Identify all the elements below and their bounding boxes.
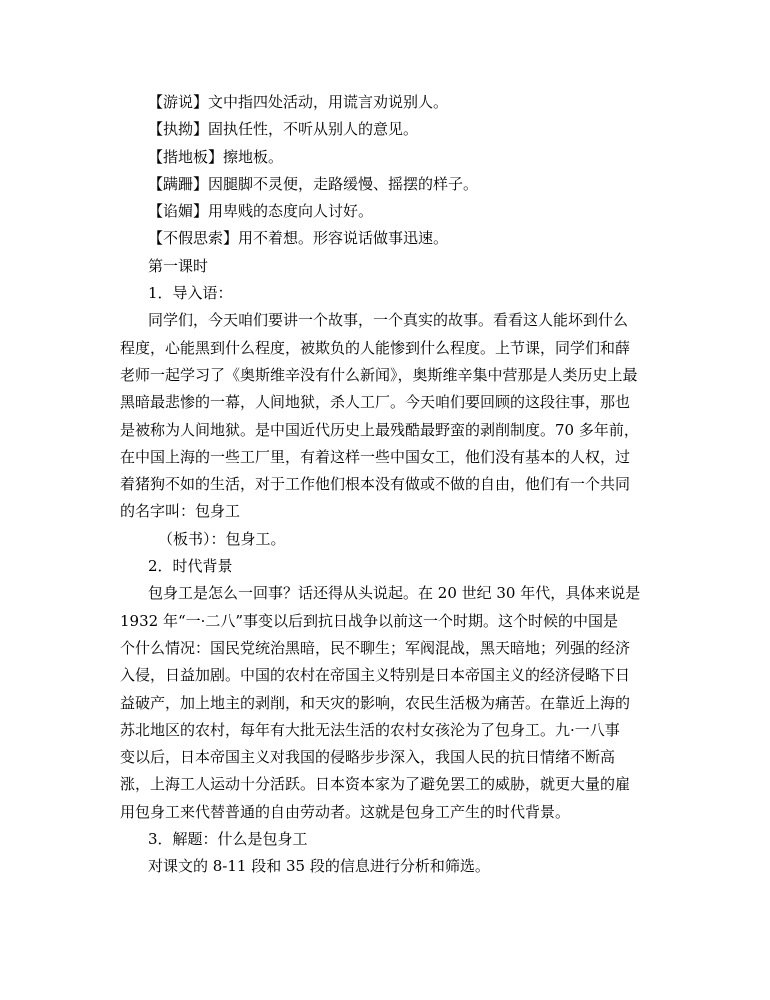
section-heading-background: 2．时代背景 [148,557,233,576]
paragraph-line: 是被称为人间地狱。是中国近代历史上最残酷最野蛮的剥削制度。70 多年前， [120,420,639,439]
section-heading-intro: 1．导入语： [148,284,233,303]
paragraph-line: 1932 年“一·二八”事变以后到抗日战争以前这一个时期。这个时候的中国是 [120,611,619,630]
paragraph-line: 的名字叫：包身工 [120,502,241,521]
glossary-entry: 【揩地板】擦地板。 [148,147,284,166]
paragraph-line: 程度，心能黑到什么程度，被欺负的人能惨到什么程度。上节课，同学们和薛 [120,338,631,357]
paragraph-line: 同学们，今天咱们要讲一个故事，一个真实的故事。看看这人能坏到什么 [148,311,629,330]
paragraph-line: 益破产，加上地主的剥削，和天灾的影响，农民生活极为痛苦。在靠近上海的 [120,693,631,712]
intro-paragraph [0,307,650,525]
paragraph-line: 老师一起学习了《奥斯维辛没有什么新闻》，奥斯维辛集中营那是人类历史上最 [120,365,638,384]
vocabulary-glossary [0,89,770,253]
paragraph-line: 变以后，日本帝国主义对我国的侵略步步深入，我国人民的抗日情绪不断高 [120,748,616,767]
lesson-title: 第一课时 [148,256,209,275]
paragraph-line: 入侵，日益加剧。中国的农村在帝国主义特别是日本帝国主义的经济侵略下日 [120,666,631,685]
paragraph-line: 苏北地区的农村，每年有大批无法生活的农村女孩沦为了包身工。九·一八事 [120,720,620,739]
glossary-entry: 【不假思索】用不着想。形容说话做事迅速。 [148,229,449,248]
glossary-entry: 【谄媚】用卑贱的态度向人讨好。 [148,202,374,221]
paragraph-line: 黑暗最悲惨的一幕，人间地狱，杀人工厂。今天咱们要回顾的这段往事，那也 [120,393,631,412]
analysis-paragraph [0,853,650,880]
paragraph-line: 用包身工来代替普通的自由劳动者。这就是包身工产生的时代背景。 [120,802,571,821]
paragraph-line: 涨，上海工人运动十分活跃。日本资本家为了避免罢工的威胁，就更大量的雇 [120,775,631,794]
glossary-entry: 【蹒跚】因腿脚不灵便，走路缓慢、摇摆的样子。 [148,174,479,193]
paragraph-line: 着猪狗不如的生活，对于工作他们根本没有做或不做的自由，他们有一个共同 [120,475,631,494]
background-paragraph [0,580,650,826]
paragraph-line: 在中国上海的一些工厂里，有着这样一些中国女工，他们没有基本的人权，过 [120,447,631,466]
glossary-entry: 【游说】文中指四处活动，用谎言劝说别人。 [148,93,449,111]
paragraph-line: 个什么情况：国民党统治黑暗，民不聊生；军阀混战，黑天暗地；列强的经济 [120,638,631,657]
paragraph-line: 包身工是怎么一回事？话还得从头说起。在 20 世纪 30 年代，具体来说是 [148,584,641,603]
section-heading-title-analysis: 3．解题：什么是包身工 [148,830,308,849]
board-note: （板书）：包身工。 [158,529,286,548]
paragraph-line: 对课文的 8-11 段和 35 段的信息进行分析和筛选。 [148,857,490,876]
glossary-entry: 【执拗】固执任性，不听从别人的意见。 [148,120,419,139]
